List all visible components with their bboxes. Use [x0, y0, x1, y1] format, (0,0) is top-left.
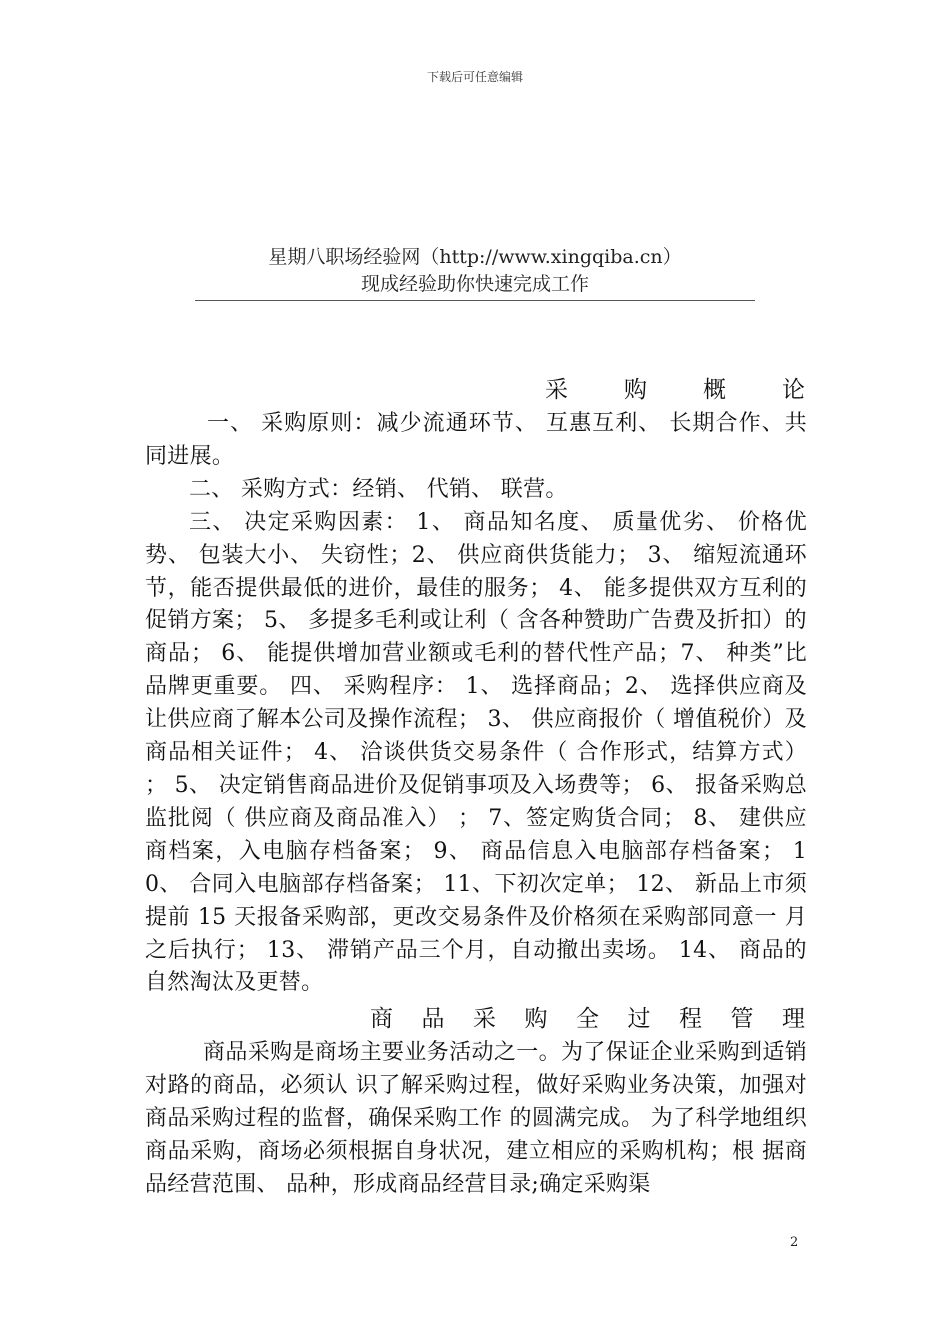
title-char: 品 — [421, 1006, 445, 1032]
paragraph-principles: 一、 采购原则：减少流通环节、 互惠互利、 长期合作、共同进展。 — [145, 411, 807, 469]
header-note: 下载后可任意编辑 — [426, 70, 523, 84]
title-char: 商 — [370, 1006, 393, 1032]
title-char: 管 — [730, 1006, 754, 1032]
banner-line-1: 星期八职场经验网（http://www.xingqiba.cn） — [268, 246, 682, 268]
title-char: 概 — [703, 377, 726, 403]
title-char: 购 — [624, 377, 647, 403]
title-char: 全 — [576, 1006, 599, 1032]
title-char: 过 — [627, 1006, 651, 1032]
title-char: 采 — [545, 377, 568, 403]
paragraph-methods: 二、 采购方式：经销、 代销、 联营。 — [189, 476, 568, 502]
title-char: 程 — [679, 1006, 702, 1032]
paragraph-factors-and-procedure: 三、 决定采购因素： 1、 商品知名度、 质量优劣、 价格优势、 包装大小、 失窃性；2、 供应商供货能力； 3、 缩短流通环节，能否提供最低的进价，最佳的服务； 4、 能多提供双方互利的促销方案； 5、 多提多毛利或让利（ 含各种赞助广告费及折扣）的商品； 6、 能提供增加营业额或毛利的替代性产品；7、 种类”比品牌更重要。 四、 采购程序： 1、 选择商品；2、 选择供应商及让供应商了解本公司及操作流程； 3、 供应商报价（ 增值税价）及商品相关证件； 4、 洽谈供货交易条件（ 合作形式，结算方式） ； 5、 决定销售商品进价及促销事项及入场费等； 6、 报备采购总监批阅（ 供应商及商品准入） ； 7、签定购货合同； 8、 建供应商档案，入电脑存档备案； 9、 商品信息入电脑部存档备案； 10、 合同入电脑部存档备案； 11、下初次定单； 12、 新品上市须提前 15 天报备采购部，更改交易条件及价格须在采购部同意一 月之后执行； 13、 滞销产品三个月，自动撤出卖场。 14、 商品的自然淘汰及更替。 — [145, 509, 807, 996]
section-title-full-process-management — [370, 1004, 805, 1034]
page-number: 2 — [790, 1235, 799, 1250]
title-char: 采 — [473, 1006, 496, 1032]
banner-divider — [195, 300, 755, 301]
banner-line-2: 现成经验助你快速完成工作 — [360, 273, 589, 295]
section2-body — [145, 1037, 807, 1202]
site-banner — [195, 244, 755, 298]
section1-body — [145, 408, 807, 1000]
section-title-procurement-overview — [545, 375, 805, 405]
title-char: 论 — [782, 377, 805, 403]
title-char: 购 — [524, 1006, 548, 1032]
paragraph-procurement-process: 商品采购是商场主要业务活动之一。为了保证企业采购到适销对路的商品，必须认 识了解采购过程，做好采购业务决策，加强对商品采购过程的监督，确保采购工作 的圆满完成。 为了科学地组织商品采购，商场必须根据自身状况，建立相应的采购机构；根 据商品经营范围、 品种，形成商品经营目录;确定采购渠 — [145, 1040, 807, 1197]
title-char: 理 — [782, 1006, 805, 1032]
